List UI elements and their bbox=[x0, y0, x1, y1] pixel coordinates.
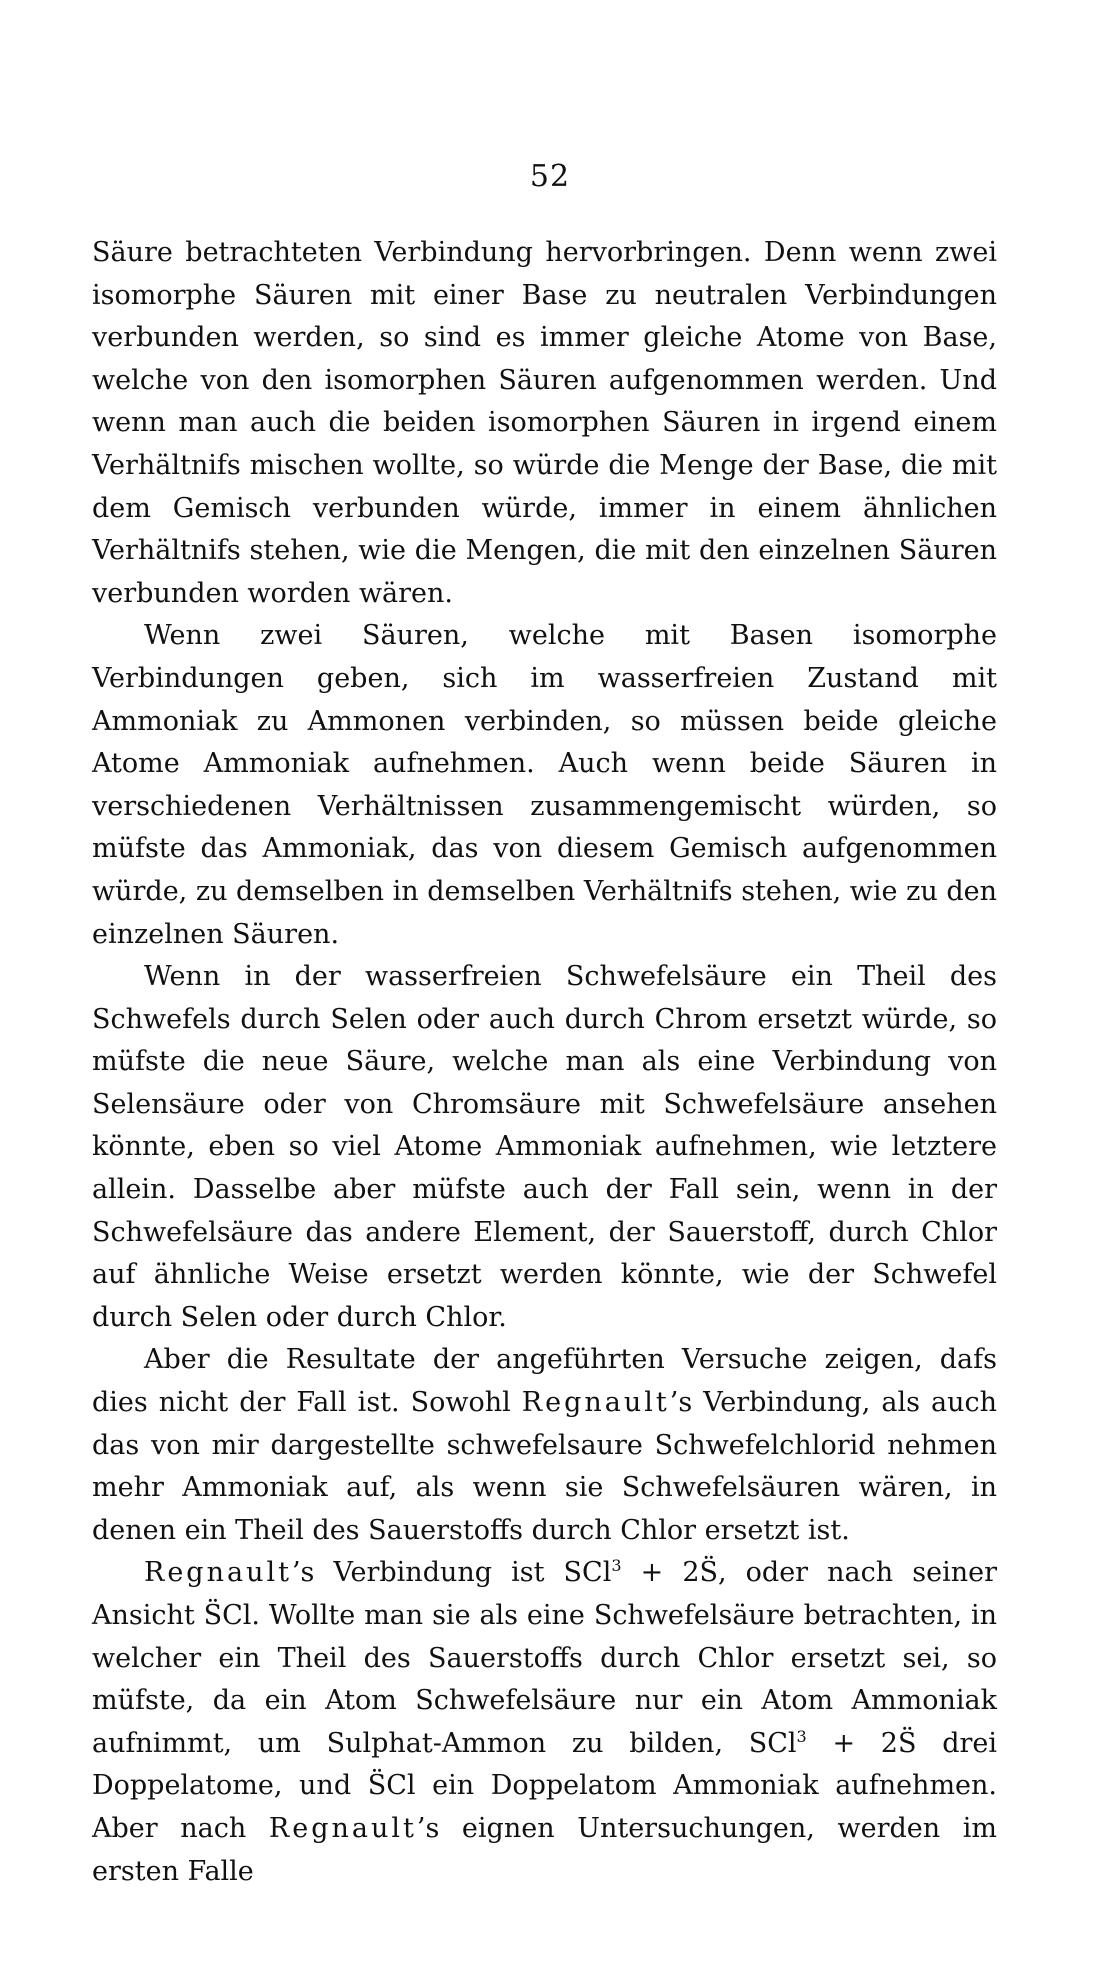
text-segment: ’s eignen Untersuchungen, werden im ersten Falle bbox=[92, 1812, 997, 1887]
body-text bbox=[92, 232, 997, 1893]
spaced-name: Regnault bbox=[144, 1557, 292, 1589]
text-segment: Säure betrachteten Verbindung hervorbringen. Denn wenn zwei isomorphe Säuren mit einer Base zu neutralen Verbindungen verbunden werden, so sind es immer gleiche Atome von Base, welche von den isomorphen Säuren aufgenommen werden. Und wenn man auch die beiden isomorphen Säuren in irgend einem Verhältnifs mischen wollte, so würde die Menge der Base, die mit dem Gemisch verbunden würde, immer in einem ähnlichen Verhältnifs stehen, wie die Mengen, die mit den einzelnen Säuren verbunden worden wären. bbox=[92, 237, 997, 609]
text-segment: + 2S̈ drei Doppelatome, und S̈Cl ein Doppelatom Ammoniak aufnehmen. Aber nach bbox=[92, 1727, 997, 1844]
page-number: 52 bbox=[529, 159, 571, 194]
text-segment: + 2S̈, oder nach seiner Ansicht S̈Cl. Wollte man sie als eine Schwefelsäure betrachten, in welcher ein Theil des Sauerstoffs durch Chlor ersetzt sei, so müfste, da ein Atom Schwefelsäure nur ein Atom Ammoniak aufnimmt, um Sulphat-Ammon zu bilden, SCl bbox=[92, 1557, 997, 1759]
text-segment: Wenn zwei Säuren, welche mit Basen isomorphe Verbindungen geben, sich im wasserfreien Zustand mit Ammoniak zu Ammonen verbinden, so müssen beide gleiche Atome Ammoniak aufnehmen. Auch wenn beide Säuren in verschiedenen Verhältnissen zusammengemischt würden, so müfste das Ammoniak, das von diesem Gemisch aufgenommen würde, zu demselben in demselben Verhältnifs stehen, wie zu den einzelnen Säuren. bbox=[92, 620, 997, 950]
paragraph bbox=[92, 1339, 997, 1552]
paragraph bbox=[92, 1552, 997, 1893]
spaced-name: Regnault bbox=[521, 1387, 670, 1419]
spaced-name: Regnault bbox=[268, 1812, 417, 1844]
text-segment: ’s Verbindung, als auch das von mir dargestellte schwefelsaure Schwefelchlorid nehmen mehr Ammoniak auf, als wenn sie Schwefelsäuren wären, in denen ein Theil des Sauerstoffs durch Chlor ersetzt ist. bbox=[92, 1387, 997, 1546]
superscript: 3 bbox=[611, 1556, 622, 1576]
paragraph bbox=[92, 956, 997, 1339]
text-segment: ’s Verbindung ist SCl bbox=[291, 1557, 612, 1589]
text-segment: Wenn in der wasserfreien Schwefelsäure ein Theil des Schwefels durch Selen oder auch durch Chrom ersetzt würde, so müfste die neue Säure, welche man als eine Verbindung von Selensäure oder von Chromsäure mit Schwefelsäure ansehen könnte, eben so viel Atome Ammoniak aufnehmen, wie letztere allein. Dasselbe aber müfste auch der Fall sein, wenn in der Schwefelsäure das andere Element, der Sauerstoff, durch Chlor auf ähnliche Weise ersetzt werden könnte, wie der Schwefel durch Selen oder durch Chlor. bbox=[92, 961, 997, 1333]
superscript: 3 bbox=[796, 1726, 807, 1746]
text-segment: Aber die Resultate der angeführten Versuche zeigen, dafs dies nicht der Fall ist. Sowohl bbox=[92, 1344, 997, 1419]
paragraph bbox=[92, 615, 997, 956]
paragraph bbox=[92, 232, 997, 615]
